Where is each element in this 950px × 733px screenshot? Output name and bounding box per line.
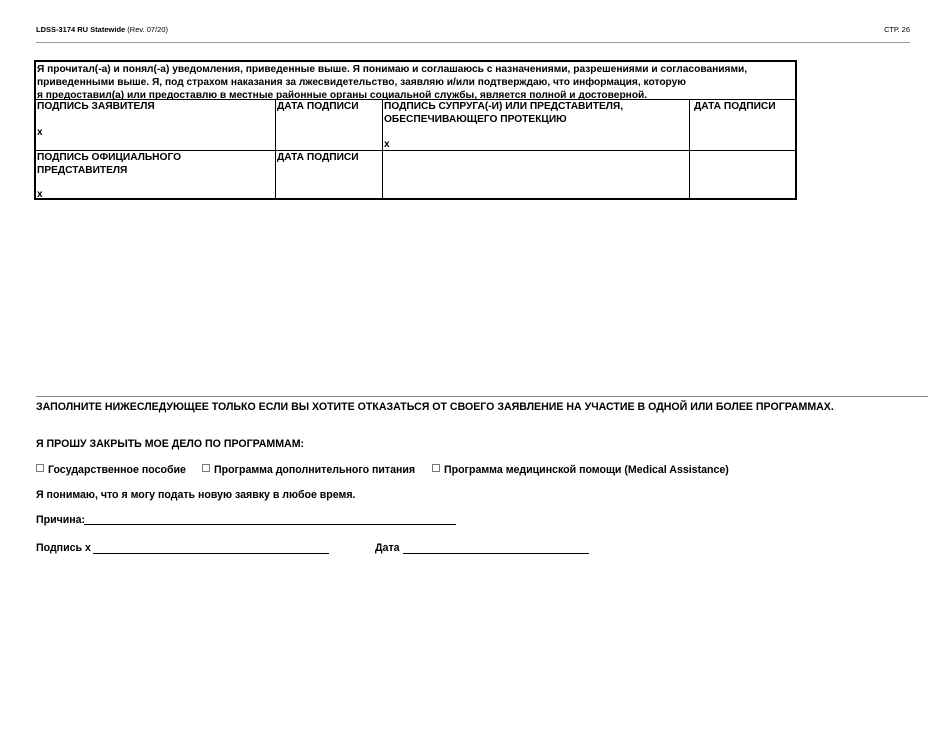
section-divider — [36, 396, 928, 397]
withdrawal-signature-label — [36, 542, 91, 554]
official-rep-date-label: ДАТА ПОДПИСИ — [277, 152, 359, 163]
official-rep-signature-x: x — [37, 189, 43, 200]
form-revision: (Rev. 07/20) — [127, 25, 169, 34]
reason-label: Причина: — [36, 514, 86, 526]
spouse-date-field[interactable] — [694, 101, 793, 149]
program-label: Программа медицинской помощи (Medical Assistance) — [444, 464, 729, 476]
withdrawal-title: ЗАПОЛНИТЕ НИЖЕСЛЕДУЮЩЕЕ ТОЛЬКО ЕСЛИ ВЫ ХОТИТЕ ОТКАЗАТЬСЯ ОТ СВОЕГО ЗАЯВЛЕНИЕ НА УЧАСТИЕ В ОДНОЙ ИЛИ БОЛЕЕ ПРОГРАММАХ. — [36, 401, 834, 413]
page-number: СТР. 26 — [884, 25, 910, 34]
spouse-signature-x: x — [384, 139, 390, 150]
certification-statement — [37, 63, 795, 102]
signature-table — [34, 60, 797, 200]
certification-line: приведенными выше. Я, под страхом наказания за лжесвидетельство, заявляю и/или подтверждаю, что информация, которую — [37, 77, 686, 88]
table-divider — [382, 99, 383, 200]
official-rep-date-field[interactable] — [277, 152, 380, 198]
spouse-signature-label-cont: ОБЕСПЕЧИВАЮЩЕГО ПРОТЕКЦИЮ — [384, 113, 567, 125]
program-label: Программа дополнительного питания — [214, 464, 416, 476]
applicant-date-field[interactable] — [277, 101, 380, 149]
applicant-date-label: ДАТА ПОДПИСИ — [277, 101, 359, 112]
table-divider — [275, 99, 276, 200]
applicant-signature-field[interactable] — [37, 101, 273, 149]
program-option-medical-assistance[interactable] — [432, 464, 729, 476]
spouse-signature-field[interactable] — [384, 101, 687, 149]
reason-field[interactable] — [84, 524, 456, 525]
withdrawal-signature-field[interactable] — [93, 553, 329, 554]
form-id: LDSS-3174 RU Statewide — [36, 25, 126, 34]
empty-cell[interactable] — [384, 152, 687, 198]
table-divider — [36, 99, 795, 100]
table-divider — [689, 99, 690, 200]
header-divider — [36, 42, 910, 43]
signature-label-text: Подпись — [36, 542, 82, 554]
official-rep-label: ПОДПИСЬ ОФИЦИАЛЬНОГО — [37, 152, 182, 163]
withdrawal-date-field[interactable] — [403, 553, 589, 554]
certification-line: Я прочитал(-а) и понял(-а) уведомления, приведенные выше. Я понимаю и соглашаюсь с назначениями, разрешениями и согласованиями, — [37, 64, 748, 75]
close-case-heading: Я ПРОШУ ЗАКРЫТЬ МОЕ ДЕЛО ПО ПРОГРАММАМ: — [36, 438, 305, 450]
certification-line: я предоставил(а) или предоставлю в местные районные органы социальной службы, является полной и достоверной. — [37, 90, 648, 101]
table-divider — [36, 150, 795, 151]
official-rep-signature-field[interactable] — [37, 152, 273, 198]
checkbox-medical-assistance[interactable] — [432, 464, 440, 472]
spouse-date-label: ДАТА ПОДПИСИ — [694, 101, 776, 112]
checkbox-snap[interactable] — [202, 464, 210, 472]
signature-x: x — [84, 542, 91, 554]
spouse-signature-label: ПОДПИСЬ СУПРУГА(-И) ИЛИ ПРЕДСТАВИТЕЛЯ, — [384, 101, 624, 112]
program-option-snap[interactable] — [202, 464, 415, 476]
official-rep-label-cont: ПРЕДСТАВИТЕЛЯ — [37, 164, 128, 176]
checkbox-public-assistance[interactable] — [36, 464, 44, 472]
program-option-public-assistance[interactable] — [36, 464, 186, 476]
applicant-signature-label: ПОДПИСЬ ЗАЯВИТЕЛЯ — [37, 101, 155, 112]
page-header — [36, 25, 910, 37]
program-label: Государственное пособие — [48, 464, 186, 476]
empty-cell[interactable] — [691, 152, 793, 198]
withdrawal-date-label: Дата — [375, 542, 400, 554]
reapply-notice: Я понимаю, что я могу подать новую заявку в любое время. — [36, 489, 356, 501]
applicant-signature-x: x — [37, 127, 43, 138]
